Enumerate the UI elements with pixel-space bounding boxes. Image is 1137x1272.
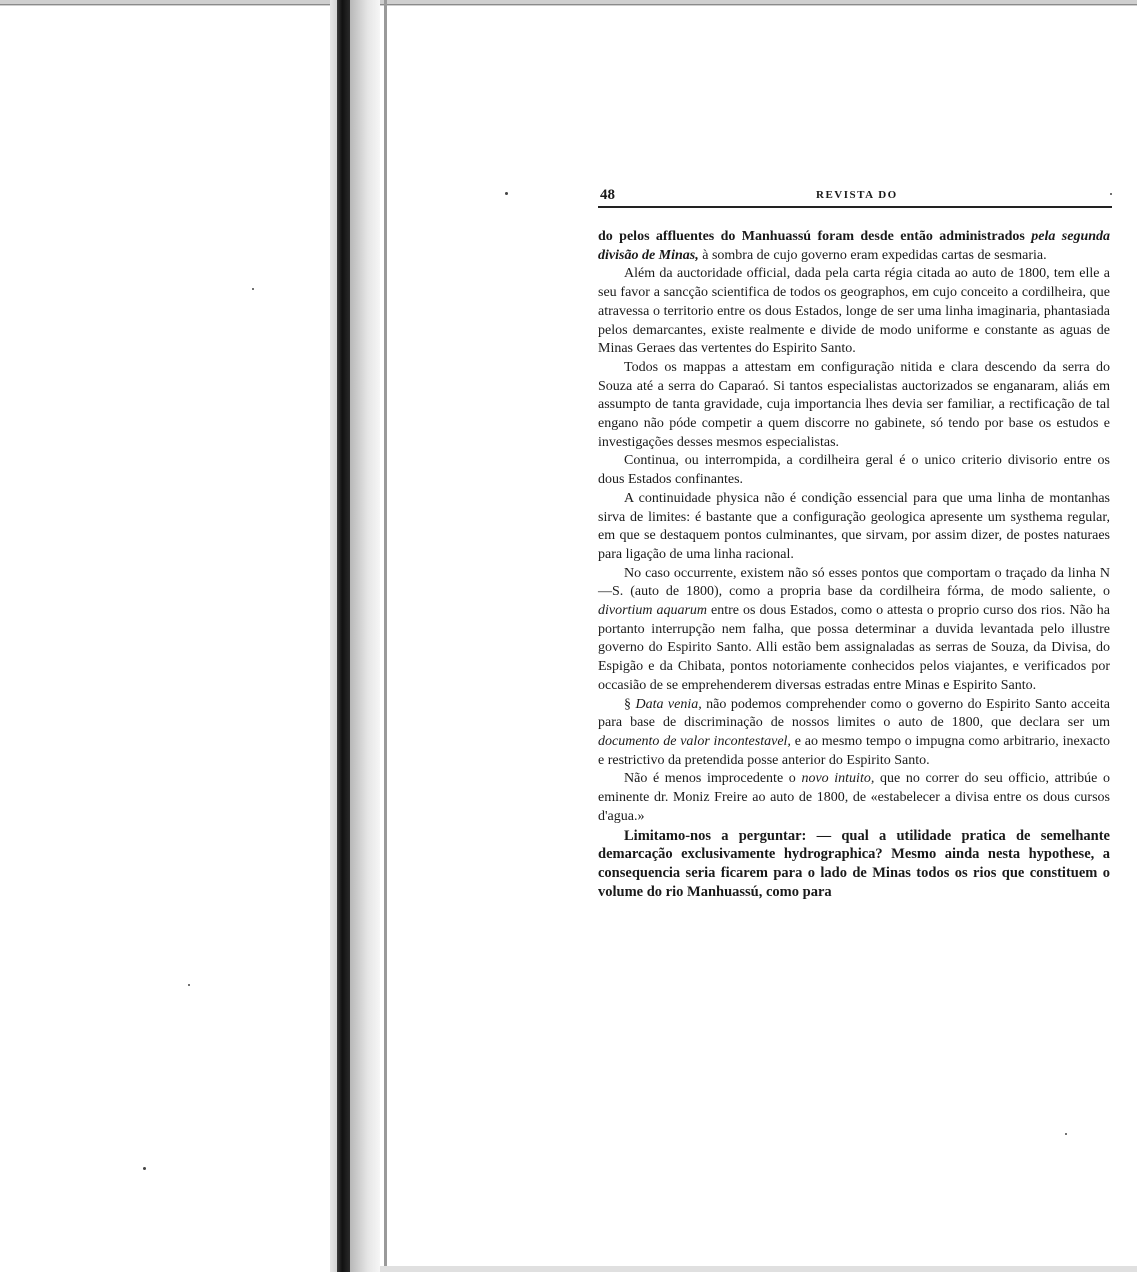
page-number: 48 bbox=[600, 187, 615, 203]
paragraph-text: não podemos comprehender como o governo do Espirito Santo acceita para base de discriminação de nossos limites o auto de 1800, que declara ser um bbox=[598, 696, 1111, 731]
paragraph-lead: do pelos affluentes do Manhuassú foram desde então administrados bbox=[598, 229, 1025, 244]
header-rule bbox=[598, 206, 1112, 208]
scan-gutter-shadow bbox=[330, 0, 337, 1272]
scan-speck bbox=[252, 288, 254, 290]
scan-gutter-fade bbox=[350, 0, 380, 1272]
running-title: REVISTA DO bbox=[816, 189, 898, 201]
scan-top-edge bbox=[0, 0, 1137, 6]
paragraph-italic: pela segunda divisão de Minas, bbox=[598, 229, 1111, 263]
paragraph: Além da auctoridade official, dada pela carta régia citada ao auto de 1800, tem elle a seu favor a sancção scientifica de todos os geographos, em cujo conceito a cordilheira, que atravessa o territorio entre os dous Estados, longe de ser uma linha imaginaria, phantasiada pelos demarcantes, existe realmente e divide de modo uniforme e constante as aguas de Minas Geraes das vertentes do Espirito Santo. bbox=[598, 266, 1110, 357]
page-header bbox=[598, 187, 1112, 203]
paragraph bbox=[598, 565, 1110, 696]
scan-bottom-edge bbox=[380, 1266, 1137, 1272]
paragraph bbox=[598, 696, 1110, 771]
paragraph: Todos os mappas a attestam em configuração nitida e clara descendo da serra do Souza até a serra do Caparaó. Si tantos especialistas auctorizados se enganaram, aliás em assumpto de tanta gravidade, cuja importancia lhes devia ser familiar, a rectificação de tal engano não póde competir a quem discorre no gabinete, só tendo por base os estudos e investigações desses mesmos especialistas. bbox=[598, 359, 1110, 450]
paragraph bbox=[598, 228, 1110, 265]
scan-speck bbox=[188, 984, 190, 986]
paragraph-text: que no correr do seu officio, attribúe o eminente dr. Moniz Freire ao auto de 1800, de «estabelecer a divisa entre os dous cursos d'agua.» bbox=[598, 771, 1110, 824]
paragraph-italic: divortium aquarum bbox=[598, 603, 708, 619]
scan-speck bbox=[505, 192, 508, 195]
page-edge-line bbox=[384, 0, 387, 1272]
paragraph bbox=[598, 770, 1110, 826]
scan-top-line bbox=[0, 4, 1137, 5]
scan-speck bbox=[143, 1167, 146, 1170]
paragraph-text: entre os dous Estados, como o attesta o proprio curso dos rios. Não ha portanto interrupção nem falha, que possa determinar a duvida levantada pelo illustre governo do Espirito Santo. Alli estão bem assignaladas as serras de Souza, da Divisa, do Espigão e da Chibata, pontos notoriamente conhecidos pelos viajantes, e verificados por occasião de se emprehenderem diversas estradas entre Minas e Espirito Santo. bbox=[598, 603, 1110, 693]
paragraph-text: e ao mesmo tempo o impugna como arbitrario, inexacto e restrictivo da pretendida posse anterior do Espirito Santo. bbox=[598, 733, 1111, 768]
book-spine-gutter bbox=[337, 0, 350, 1272]
paragraph-italic: documento de valor incontestavel, bbox=[598, 733, 791, 749]
paragraph: Continua, ou interrompida, a cordilheira geral é o unico criterio divisorio entre os dous Estados confinantes. bbox=[598, 453, 1110, 488]
paragraph-italic: Data venia, bbox=[635, 696, 702, 712]
section-mark: § bbox=[624, 696, 636, 712]
paragraph-italic: novo intuito, bbox=[801, 771, 875, 787]
paragraph-text: Não é menos improcedente o bbox=[624, 771, 802, 787]
paragraph: A continuidade physica não é condição essencial para que uma linha de montanhas sirva de limites: é bastante que a configuração geologica apresente um systhema regular, em que se destaquem pontos culminantes, que sirvam, por assim dizer, de postes naturaes para ligação de uma linha racional. bbox=[598, 490, 1110, 562]
paragraph-text: No caso occurrente, existem não só esses pontos que comportam o traçado da linha N—S. (auto de 1800), como a propria base da cordilheira fórma, de modo saliente, o bbox=[598, 565, 1110, 600]
text-body bbox=[598, 228, 1110, 901]
paragraph-rest: à sombra de cujo governo eram expedidas cartas de sesmaria. bbox=[698, 247, 1047, 263]
scan-speck bbox=[1065, 1133, 1067, 1135]
paragraph: Limitamo-nos a perguntar: — qual a utilidade pratica de semelhante demarcação exclusivamente hydrographica? Mesmo ainda nesta hypothese, a consequencia seria ficarem para o lado de Minas todos os rios que constituem o volume do rio Manhuassú, como para bbox=[598, 827, 1110, 900]
